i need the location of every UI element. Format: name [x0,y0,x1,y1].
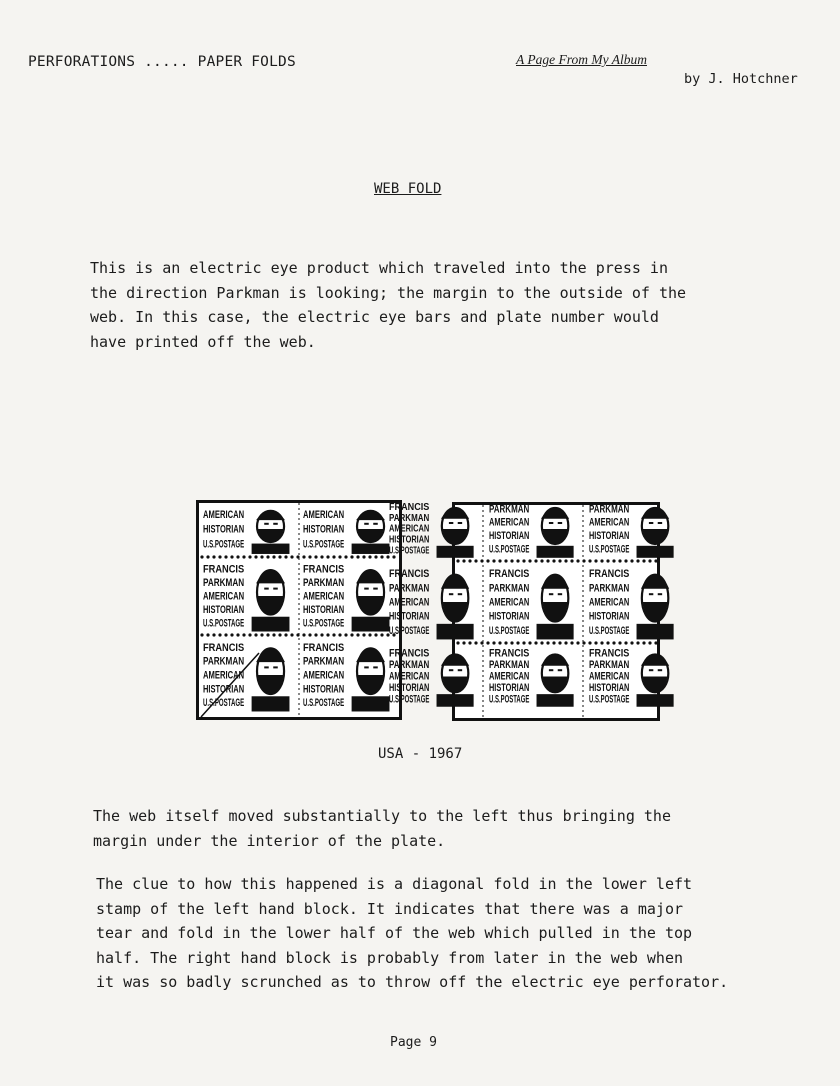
perforation-hole [254,633,257,636]
stamp-text: FRANCIS [303,641,345,654]
stamp-text: PARKMAN [489,658,530,671]
stamp-text: HISTORIAN [589,610,630,623]
perforation-hole [350,555,353,558]
stamp-text: HISTORIAN [389,534,430,546]
perforation-hole [212,555,215,558]
stamp-text: PARKMAN [389,582,430,595]
stamp-text: HISTORIAN [489,610,530,623]
paragraph-line: web. In this case, the electric eye bars and plate number would [90,308,659,326]
perforation-hole [260,555,263,558]
perforation-hole [492,641,495,644]
perforation-hole [368,633,371,636]
perforation-hole [630,559,633,562]
stamp-text: FRANCIS [203,641,245,654]
perforation-hole [200,555,203,558]
stamp [389,568,474,639]
perforation-hole [338,633,341,636]
perforation-hole [266,555,269,558]
stamp-text: PARKMAN [203,655,245,668]
right-stamp-block-image [389,501,657,718]
perforation-hole [462,641,465,644]
stamp-text: FRANCIS [303,563,345,576]
portrait-shoulders [352,696,390,711]
perforation-hole [588,559,591,562]
stamp-text: U.S.POSTAGE [589,693,630,706]
portrait-beard [643,602,668,622]
portrait-hair [641,574,669,589]
perforation-hole [522,559,525,562]
stamp-text: PARKMAN [589,582,630,595]
perforation-hole [456,641,459,644]
portrait-beard [258,675,283,694]
portrait-shoulders [537,546,574,558]
perforation-hole [474,641,477,644]
stamp-text: U.S.POSTAGE [389,693,430,706]
header-left-title: PERFORATIONS ..... PAPER FOLDS [28,54,296,70]
perforation-hole [278,633,281,636]
perforation-hole [332,633,335,636]
paragraph-line: tear and fold in the lower half of the web which pulled in the top [96,924,693,942]
portrait-shoulders [637,546,674,558]
stamp [303,642,389,712]
perforation-hole [618,641,621,644]
paragraph-line: have printed off the web. [90,332,316,351]
perforation-hole [362,555,365,558]
perforation-hole [522,641,525,644]
perforation-hole [636,559,639,562]
perforation-hole [612,641,615,644]
intro-paragraph [90,256,686,354]
perforation-hole [284,555,287,558]
stamp-text: U.S.POSTAGE [389,624,430,637]
perforation-hole [648,559,651,562]
portrait-shoulders [352,617,390,632]
perforation-hole [314,555,317,558]
portrait-hair [641,654,669,666]
stamp-text: HISTORIAN [303,603,345,616]
stamp-text: AMERICAN [589,670,630,683]
second-paragraph [93,804,671,853]
stamp-text: HISTORIAN [203,603,245,616]
stamp-text: U.S.POSTAGE [303,697,345,710]
portrait-beard [543,529,568,544]
portrait-hair [541,507,569,518]
stamp-text: AMERICAN [489,516,530,529]
perforation-hole [248,555,251,558]
stamp-text: PARKMAN [303,655,345,668]
perforation-hole [290,633,293,636]
portrait-shoulders [537,624,574,640]
stamp-text: HISTORIAN [489,681,530,694]
stamp-text: AMERICAN [389,523,430,535]
paragraph-line: The clue to how this happened is a diagonal fold in the lower left [96,875,693,893]
stamp-text: HISTORIAN [589,530,630,542]
perforation-hole [362,633,365,636]
perforation-hole [540,641,543,644]
stamp-text: U.S.POSTAGE [203,538,245,551]
perforation-hole [552,641,555,644]
stamp-text: HISTORIAN [589,681,630,694]
perforation-hole [558,641,561,644]
stamp-text: U.S.POSTAGE [203,617,245,630]
perforation-hole [308,633,311,636]
perforation-hole [332,555,335,558]
stamp-text: U.S.POSTAGE [303,617,345,630]
perforation-hole [218,633,221,636]
stamp-text: HISTORIAN [389,681,430,694]
stamp-text: HISTORIAN [489,530,530,542]
portrait-shoulders [252,696,290,711]
stamp-text: AMERICAN [389,596,430,609]
stamp-text: U.S.POSTAGE [489,543,530,556]
perforation-hole [278,555,281,558]
figure-caption: USA - 1967 [378,746,463,762]
page-number: Page 9 [390,1035,437,1050]
perforation-hole [570,641,573,644]
perforation-hole [230,633,233,636]
third-paragraph [96,872,728,995]
stamp-text: FRANCIS [589,647,630,660]
perforation-hole [588,641,591,644]
perforation-hole [218,555,221,558]
stamp-text: HISTORIAN [389,610,430,623]
perforation-hole [606,559,609,562]
stamp [589,568,674,639]
perforation-hole [242,633,245,636]
perforation-hole [618,559,621,562]
portrait-hair [256,510,285,520]
stamp-text: FRANCIS [489,568,530,581]
stamp-text: AMERICAN [203,669,245,682]
stamp-text: AMERICAN [589,596,630,609]
stamp-text: AMERICAN [389,670,430,683]
perforation-hole [344,555,347,558]
perforation-hole [248,633,251,636]
perforation-hole [356,633,359,636]
perforation-hole [576,559,579,562]
portrait-beard [358,596,383,615]
perforation-hole [486,559,489,562]
stamp-text: PARKMAN [303,576,345,589]
perforation-hole [534,559,537,562]
right-stamp-block [389,501,660,721]
paragraph-line: margin under the interior of the plate. [93,831,446,850]
portrait-hair [356,648,385,662]
stamp-text: U.S.POSTAGE [589,624,630,637]
perforation-hole [600,641,603,644]
stamp-text: AMERICAN [589,516,630,529]
stamp-text: FRANCIS [589,568,630,581]
stamp [303,563,389,631]
perforation-hole [642,641,645,644]
perforation-hole [326,555,329,558]
stamp [589,503,674,557]
stamp-text: U.S.POSTAGE [203,697,245,710]
stamp-text: FRANCIS [203,563,245,576]
perforation-hole [558,559,561,562]
perforation-hole [380,555,383,558]
perforation-hole [654,559,657,562]
paragraph-line: the direction Parkman is looking; the margin to the outside of the [90,283,687,302]
portrait-beard [358,529,383,542]
perforation-hole [474,559,477,562]
stamp-text: HISTORIAN [203,523,245,536]
stamp-text: AMERICAN [489,670,530,683]
portrait-beard [258,596,283,615]
stamp [489,568,574,639]
perforation-hole [314,633,317,636]
perforation-hole [200,633,203,636]
left-stamp-block [196,500,402,720]
perforation-hole [380,633,383,636]
header-author: by J. Hotchner [684,71,798,87]
perforation-hole [374,633,377,636]
stamp-text: U.S.POSTAGE [589,543,630,556]
stamp-text: AMERICAN [203,590,245,603]
perforation-hole [320,633,323,636]
stamp-text: HISTORIAN [303,523,345,536]
portrait-hair [641,507,669,518]
perforation-hole [570,559,573,562]
stamp-text: AMERICAN [303,590,345,603]
perforation-hole [302,633,305,636]
stamp [303,509,389,554]
perforation-hole [456,559,459,562]
perforation-hole [552,559,555,562]
portrait-beard [643,677,668,693]
stamp-text: HISTORIAN [203,683,245,696]
perforation-hole [368,555,371,558]
perforation-hole [468,559,471,562]
perforation-hole [528,559,531,562]
stamp-text: HISTORIAN [303,683,345,696]
portrait-beard [543,602,568,622]
stamp-text: PARKMAN [203,576,245,589]
perforation-hole [498,641,501,644]
paragraph-line: half. The right hand block is probably from later in the web when [96,948,683,967]
stamp-text: PARKMAN [589,658,630,671]
portrait-hair [256,648,285,662]
perforation-hole [260,633,263,636]
perforation-hole [468,641,471,644]
portrait-hair [541,654,569,666]
perforation-hole [206,633,209,636]
stamp-text: FRANCIS [389,501,430,513]
perforation-hole [606,641,609,644]
perforation-hole [624,559,627,562]
portrait-hair [541,574,569,589]
perforation-hole [266,633,269,636]
perforation-hole [510,641,513,644]
stamp-text: U.S.POSTAGE [489,624,530,637]
perforation-hole [624,641,627,644]
perforation-hole [540,559,543,562]
perforation-hole [498,559,501,562]
perforation-hole [224,633,227,636]
perforation-hole [516,641,519,644]
perforation-hole [236,633,239,636]
perforation-hole [546,641,549,644]
stamp-text: PARKMAN [389,658,430,671]
stamp-text: AMERICAN [489,596,530,609]
stamp [489,647,574,706]
portrait-shoulders [637,694,674,707]
paragraph-line: stamp of the left hand block. It indicates that there was a major [96,899,683,918]
perforation-hole [254,555,257,558]
perforation-hole [576,641,579,644]
perforation-hole [356,555,359,558]
perforation-hole [510,559,513,562]
perforation-hole [636,641,639,644]
portrait-hair [356,569,385,583]
perforation-hole [320,555,323,558]
perforation-hole [236,555,239,558]
portrait-shoulders [352,544,390,554]
perforation-hole [344,633,347,636]
portrait-shoulders [437,694,474,707]
stamp-text: PARKMAN [589,503,630,516]
stamp-text: U.S.POSTAGE [489,693,530,706]
perforation-hole [492,559,495,562]
stamp [389,647,474,706]
perforation-hole [564,559,567,562]
perforation-hole [462,559,465,562]
perforation-hole [272,555,275,558]
perforation-hole [374,555,377,558]
stamp-text: AMERICAN [203,508,245,521]
stamp-text: PARKMAN [489,503,530,516]
stamp-text: FRANCIS [389,568,430,581]
stamp-text: FRANCIS [489,647,530,660]
portrait-shoulders [252,544,290,554]
perforation-hole [338,555,341,558]
perforation-hole [612,559,615,562]
perforation-hole [308,555,311,558]
perforation-hole [302,555,305,558]
perforation-hole [642,559,645,562]
perforation-hole [206,555,209,558]
portrait-shoulders [252,617,290,632]
perforation-hole [212,633,215,636]
perforation-hole [272,633,275,636]
page-title: WEB FOLD [374,181,442,197]
portrait-beard [358,675,383,694]
perforation-hole [504,641,507,644]
perforation-hole [528,641,531,644]
stamp [203,509,289,554]
perforation-hole [648,641,651,644]
perforation-hole [350,633,353,636]
perforation-hole [284,633,287,636]
perforation-hole [242,555,245,558]
portrait-shoulders [437,624,474,640]
perforation-hole [224,555,227,558]
stamp [389,502,474,558]
paragraph-line: it was so badly scrunched as to throw off the electric eye perforator. [96,973,729,991]
stamp-text: PARKMAN [389,512,430,524]
stamp-text: U.S.POSTAGE [389,545,430,557]
perforation-hole [654,641,657,644]
perforation-hole [326,633,329,636]
portrait-beard [258,529,283,542]
portrait-hair [356,510,385,520]
perforation-hole [594,559,597,562]
stamp-text: AMERICAN [303,508,345,521]
perforation-hole [290,555,293,558]
perforation-hole [600,559,603,562]
perforation-hole [630,641,633,644]
stamp [203,563,289,631]
perforation-hole [230,555,233,558]
portrait-shoulders [437,546,474,558]
portrait-beard [643,529,668,544]
stamp-text: FRANCIS [389,647,430,660]
paragraph-line: This is an electric eye product which traveled into the press in [90,259,668,277]
paragraph-line: The web itself moved substantially to the left thus bringing the [93,807,671,825]
perforation-hole [594,641,597,644]
perforation-hole [504,559,507,562]
left-stamp-block-image [199,503,399,717]
perforation-hole [546,559,549,562]
perforation-hole [486,641,489,644]
stamp-text: U.S.POSTAGE [303,538,345,551]
header-album-title: A Page From My Album [516,52,647,67]
stamp-text: PARKMAN [489,582,530,595]
stamp [489,503,574,557]
portrait-shoulders [637,624,674,640]
perforation-hole [534,641,537,644]
stamp-text: AMERICAN [303,669,345,682]
portrait-shoulders [537,694,574,707]
perforation-hole [516,559,519,562]
portrait-beard [543,677,568,693]
perforation-hole [564,641,567,644]
portrait-hair [256,569,285,583]
stamp [589,647,674,706]
